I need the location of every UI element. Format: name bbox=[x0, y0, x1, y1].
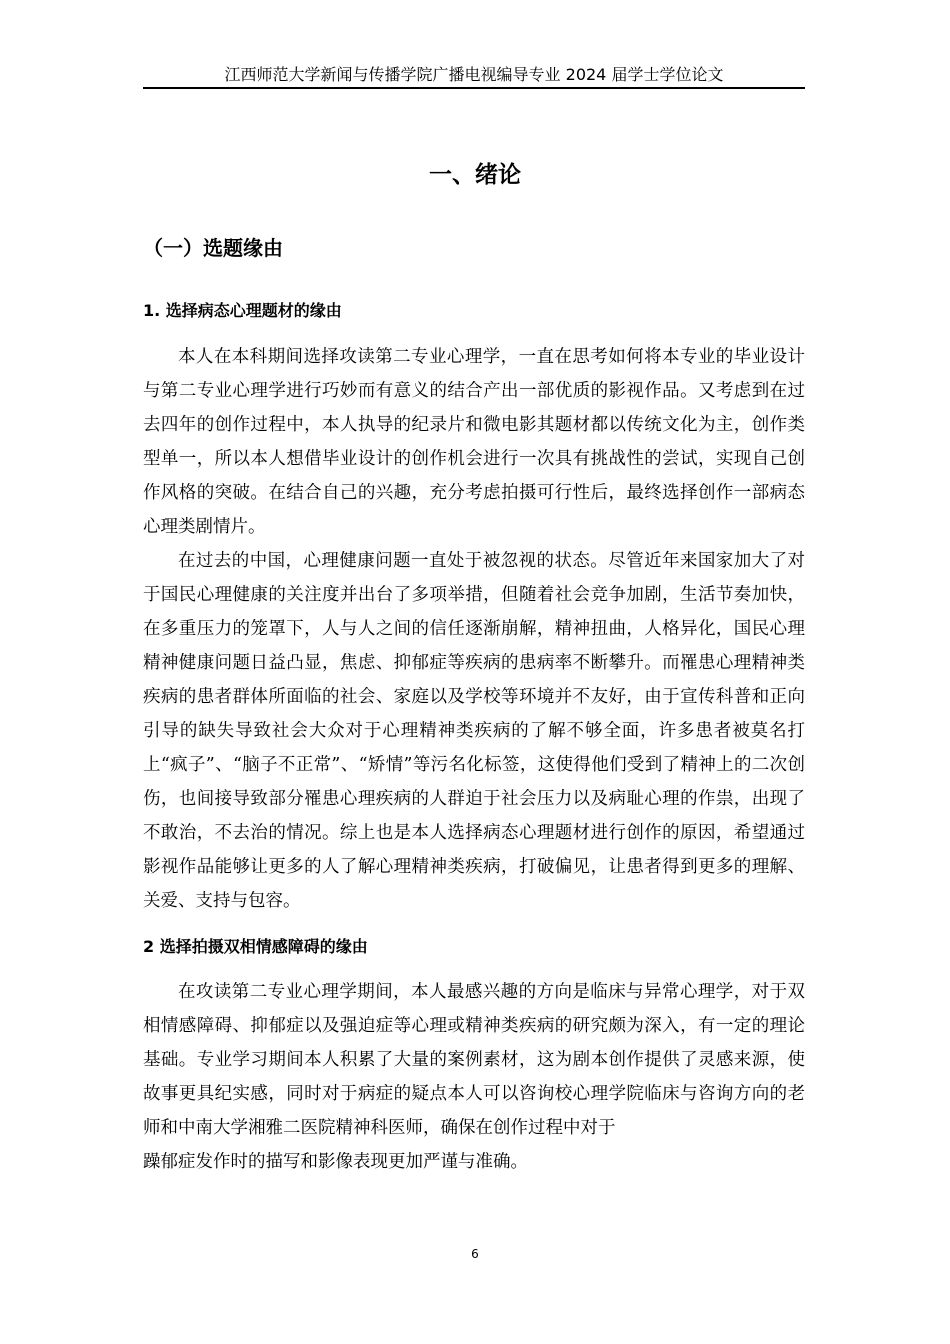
paragraph: 本人在本科期间选择攻读第二专业心理学，一直在思考如何将本专业的毕业设计与第二专业心理学进行巧妙而有意义的结合产出一部优质的影视作品。又考虑到在过去四年的创作过程中，本人执导的纪录片和微电影其题材都以传统文化为主，创作类型单一，所以本人想借毕业设计的创作机会进行一次具有挑战性的尝试，实现自己创作风格的突破。在结合自己的兴趣，充分考虑拍摄可行性后，最终选择创作一部病态心理类剧情片。 bbox=[143, 347, 805, 537]
page-number: 6 bbox=[471, 1247, 479, 1261]
subsection-title-2: 2 选择拍摄双相情感障碍的缘由 bbox=[143, 937, 368, 956]
paragraph: 在过去的中国，心理健康问题一直处于被忽视的状态。尽管近年来国家加大了对于国民心理健康的关注度并出台了多项举措，但随着社会竞争加剧，生活节奏加快，在多重压力的笼罩下，人与人之间的信任逐渐崩解，精神扭曲，人格异化，国民心理精神健康问题日益凸显，焦虑、抑郁症等疾病的患病率不断攀升。而罹患心理精神类疾病的患者群体所面临的社会、家庭以及学校等环境并不友好，由于宣传科普和正向引导的缺失导致社会大众对于心理精神类疾病的了解不够全面，许多患者被莫名打上“疯子”、“脑子不正常”、“矫情”等污名化标签，这使得他们受到了精神上的二次创伤，也间接导致部分罹患心理疾病的人群迫于社会压力以及病耻心理的作祟，出现了不敢治，不去治的情况。综上也是本人选择病态心理题材进行创作的原因，希望通过影视作品能够让更多的人了解心理精神类疾病，打破偏见，让患者得到更多的理解、关爱、支持与包容。 bbox=[143, 551, 805, 911]
page-header: 江西师范大学新闻与传播学院广播电视编导专业 2024 届学士学位论文 bbox=[224, 65, 724, 84]
subsection-body-2 bbox=[143, 975, 805, 1179]
header-rule bbox=[143, 87, 805, 89]
subsection-body-1 bbox=[143, 340, 805, 918]
paragraph: 躁郁症发作时的描写和影像表现更加严谨与准确。 bbox=[143, 1152, 528, 1172]
section-title: （一）选题缘由 bbox=[143, 236, 283, 260]
chapter-title: 一、绪论 bbox=[429, 162, 521, 188]
subsection-title-1: 1. 选择病态心理题材的缘由 bbox=[143, 301, 342, 320]
paragraph: 在攻读第二专业心理学期间，本人最感兴趣的方向是临床与异常心理学，对于双相情感障碍、抑郁症以及强迫症等心理或精神类疾病的研究颇为深入，有一定的理论基础。专业学习期间本人积累了大量的案例素材，这为剧本创作提供了灵感来源，使故事更具纪实感，同时对于病症的疑点本人可以咨询校心理学院临床与咨询方向的老师和中南大学湘雅二医院精神科医师，确保在创作过程中对于 bbox=[143, 982, 805, 1138]
